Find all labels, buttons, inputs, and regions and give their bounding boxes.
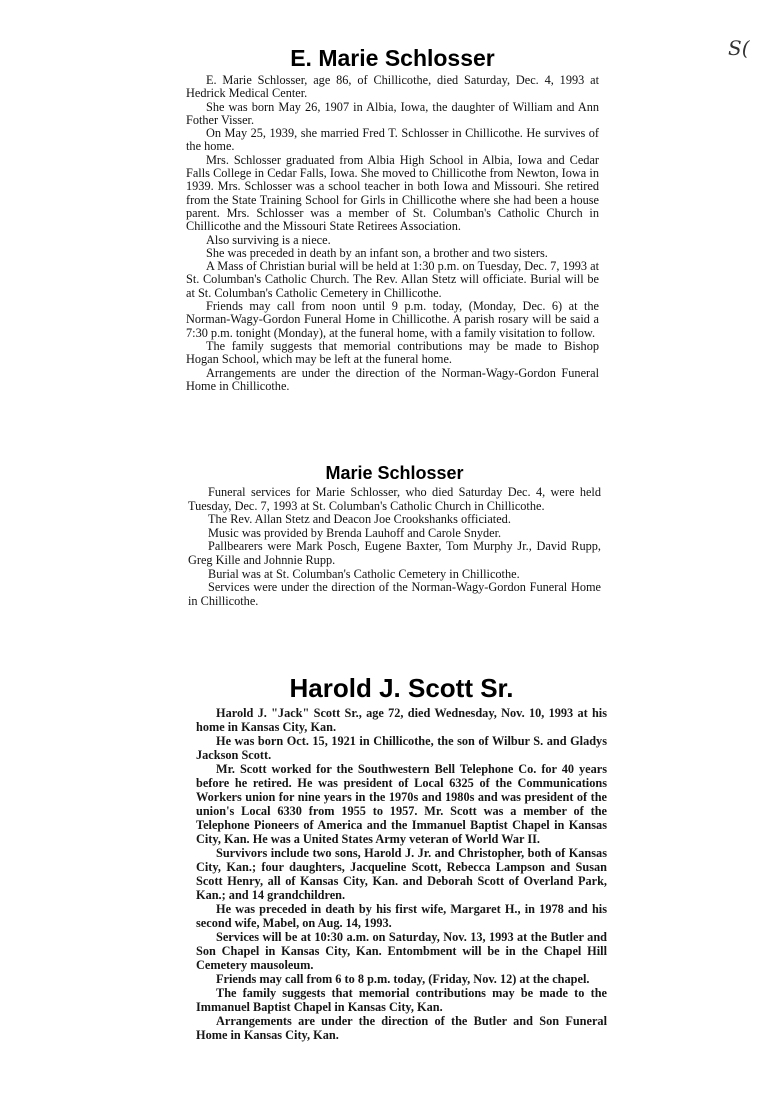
obituary-paragraph: On May 25, 1939, she married Fred T. Schlosser in Chillicothe. He survives of the home. xyxy=(186,126,599,154)
obituary-paragraph: E. Marie Schlosser, age 86, of Chillicothe, died Saturday, Dec. 4, 1993 at Hedrick Medical Center. xyxy=(186,73,599,101)
obituary-paragraph: The family suggests that memorial contributions may be made to the Immanuel Baptist Chapel in Kansas City, Kan. xyxy=(196,986,607,1014)
obituary-paragraph: He was born Oct. 15, 1921 in Chillicothe, the son of Wilbur S. and Gladys Jackson Scott. xyxy=(196,734,607,762)
obituary-paragraph: Services were under the direction of the Norman-Wagy-Gordon Funeral Home in Chillicothe. xyxy=(188,580,601,608)
obituary-paragraph: The Rev. Allan Stetz and Deacon Joe Crookshanks officiated. xyxy=(208,512,511,527)
obituary-paragraph: Survivors include two sons, Harold J. Jr. and Christopher, both of Kansas City, Kan.; four daughters, Jacqueline Scott, Rebecca Lampson and Susan Scott Henry, all of Kansas City, Kan. and Deborah Scott of Overland Park, Kan.; and 14 grandchildren. xyxy=(196,846,607,902)
obituary-paragraph: She was born May 26, 1907 in Albia, Iowa, the daughter of William and Ann Fother Visser. xyxy=(186,99,599,127)
obituary-marie-schlosser-services xyxy=(188,462,601,608)
obituary-paragraph: Mr. Scott worked for the Southwestern Bell Telephone Co. for 40 years before he retired. He was president of Local 6325 of the Communications Workers union for nine years in the 1970s and 1980s and was president of the union's Local 6330 from 1955 to 1957. Mr. Scott was a member of the Telephone Pioneers of America and the Immanuel Baptist Chapel in Kansas City, Kan. He was a United States Army veteran of World War II. xyxy=(196,762,607,846)
obituary-paragraph: Pallbearers were Mark Posch, Eugene Baxter, Tom Murphy Jr., David Rupp, Greg Kille and Johnnie Rupp. xyxy=(188,539,601,567)
obituary-paragraph: Funeral services for Marie Schlosser, who died Saturday Dec. 4, were held Tuesday, Dec. 7, 1993 at St. Columban's Catholic Church in Chillicothe. xyxy=(188,485,601,513)
obituary-headline: E. Marie Schlosser xyxy=(290,45,495,71)
obituary-paragraph: A Mass of Christian burial will be held at 1:30 p.m. on Tuesday, Dec. 7, 1993 at St. Columban's Catholic Church. The Rev. Allan Stetz will officiate. Burial will be at St. Columban's Catholic Cemetery in Chillicothe. xyxy=(186,259,600,300)
obituary-paragraph: He was preceded in death by his first wife, Margaret H., in 1978 and his second wife, Mabel, on Aug. 14, 1993. xyxy=(196,902,607,930)
obituary-headline: Harold J. Scott Sr. xyxy=(289,673,514,703)
handwritten-margin-note: S( xyxy=(728,36,750,60)
obituary-headline: Marie Schlosser xyxy=(325,463,464,483)
obituary-paragraph: The family suggests that memorial contributions may be made to Bishop Hogan School, which may be left at the funeral home. xyxy=(186,338,599,367)
obituary-paragraph: Services will be at 10:30 a.m. on Saturday, Nov. 13, 1993 at the Butler and Son Chapel in Kansas City, Kan. Entombment will be in the Chapel Hill Cemetery mausoleum. xyxy=(196,930,607,972)
obituary-paragraph: Music was provided by Brenda Lauhoff and Carole Snyder. xyxy=(208,525,502,540)
obituary-paragraph: Friends may call from noon until 9 p.m. today, (Monday, Dec. 6) at the Norman-Wagy-Gordon Funeral Home in Chillicothe. A parish rosary will be said a 7:30 p.m. tonight (Monday), at the funeral home, with a family visitation to follow. xyxy=(186,299,599,340)
obituary-paragraph: Friends may call from 6 to 8 p.m. today, (Friday, Nov. 12) at the chapel. xyxy=(216,972,590,986)
obituary-e-marie-schlosser xyxy=(186,44,599,393)
obituary-paragraph: Mrs. Schlosser graduated from Albia High School in Albia, Iowa and Cedar Falls College in Cedar Falls, Iowa. She moved to Chillicothe from Newton, Iowa in 1939. Mrs. Schlosser was a school teacher in both Iowa and Missouri. She retired from the State Training School for Girls in Chillicothe where she had been a house parent. Mrs. Schlosser was a member of St. Columban's Catholic Church in Chillicothe and the Missouri State Retirees Association. xyxy=(186,152,599,234)
obituary-paragraph: Arrangements are under the direction of the Norman-Wagy-Gordon Funeral Home in Chillicothe. xyxy=(186,365,599,393)
obituary-paragraph: Burial was at St. Columban's Catholic Cemetery in Chillicothe. xyxy=(208,566,520,581)
obituary-paragraph: She was preceded in death by an infant son, a brother and two sisters. xyxy=(206,245,548,260)
obituary-harold-j-scott-sr xyxy=(196,672,607,1042)
obituary-paragraph: Also surviving is a niece. xyxy=(206,232,331,247)
obituary-paragraph: Harold J. "Jack" Scott Sr., age 72, died Wednesday, Nov. 10, 1993 at his home in Kansas City, Kan. xyxy=(196,706,607,734)
obituary-paragraph: Arrangements are under the direction of the Butler and Son Funeral Home in Kansas City, Kan. xyxy=(196,1014,607,1042)
